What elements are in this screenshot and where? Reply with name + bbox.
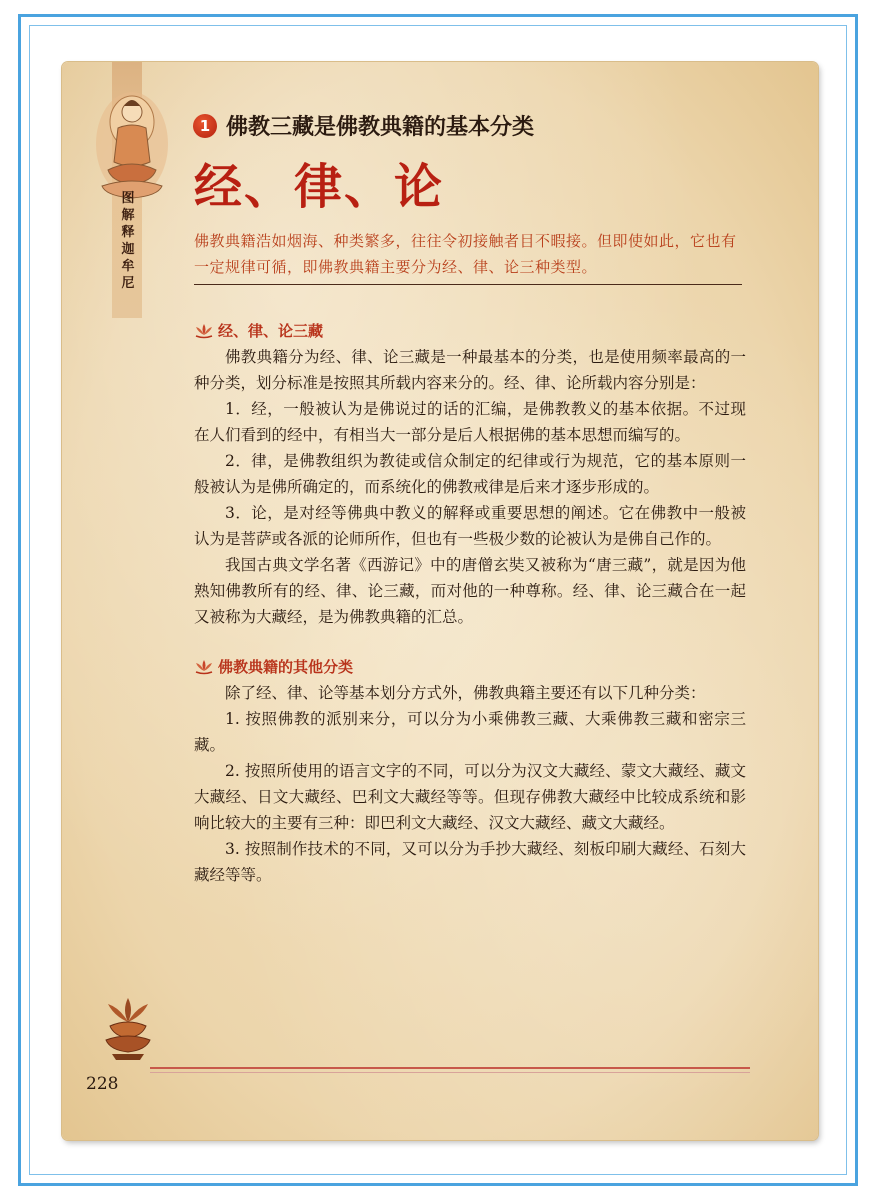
- paragraph: 1．经，一般被认为是佛说过的话的汇编，是佛教教义的基本依据。不过现在人们看到的经中，有相当大一部分是后人根据佛的基本思想而编写的。: [194, 400, 746, 444]
- section-heading-text: 经、律、论三藏: [218, 322, 324, 340]
- paragraph: 除了经、律、论等基本划分方式外，佛教典籍主要还有以下几种分类：: [225, 684, 706, 702]
- section-heading: [194, 320, 323, 341]
- paragraph: 3. 按照制作技术的不同，又可以分为手抄大藏经、刻板印刷大藏经、石刻大藏经等等。: [194, 840, 746, 884]
- paragraph: 我国古典文学名著《西游记》中的唐僧玄奘又被称为“唐三藏”，就是因为他熟知佛教所有的经、律、论三藏，而对他的一种尊称。经、律、论三藏合在一起又被称为大藏经，是为佛教典籍的汇总。: [194, 556, 746, 626]
- paragraph: 2. 按照所使用的语言文字的不同，可以分为汉文大藏经、蒙文大藏经、藏文大藏经、日文大藏经、巴利文大藏经等等。但现存佛教大藏经中比较成系统和影响比较大的主要有三种：即巴利文大藏经、汉文大藏经、藏文大藏经。: [194, 762, 746, 832]
- title-divider: [194, 284, 742, 285]
- lotus-icon: [194, 659, 214, 675]
- footer-divider-thin: [150, 1072, 750, 1073]
- footer-divider: [150, 1067, 750, 1069]
- page-number: 228: [86, 1074, 119, 1094]
- section-number-badge: 1: [193, 114, 217, 138]
- paragraph: 3．论，是对经等佛典中教义的解释或重要思想的阐述。它在佛教中一般被认为是菩萨或各派的论师所作，但也有一些极少数的论被认为是佛自己作的。: [194, 504, 746, 548]
- paragraph: 佛教典籍分为经、律、论三藏是一种最基本的分类，也是使用频率最高的一种分类，划分标准是按照其所载内容来分的。经、律、论所载内容分别是：: [194, 348, 746, 392]
- page-title: 经、律、论: [194, 159, 445, 215]
- intro-paragraph: 佛教典籍浩如烟海、种类繁多，往往令初接触者目不暇接。但即使如此，它也有一定规律可循，即佛教典籍主要分为经、律、论三种类型。: [194, 232, 737, 276]
- page-subtitle: 佛教三藏是佛教典籍的基本分类: [226, 115, 535, 140]
- section-heading: [194, 656, 353, 677]
- paragraph: 2．律，是佛教组织为教徒或信众制定的纪律或行为规范，它的基本原则一般被认为是佛所确定的，而系统化的佛教戒律是后来才逐步形成的。: [194, 452, 746, 496]
- lotus-ornament-icon: [102, 996, 154, 1062]
- paragraph: 1. 按照佛教的派别来分，可以分为小乘佛教三藏、大乘佛教三藏和密宗三藏。: [194, 710, 746, 754]
- section-heading-text: 佛教典籍的其他分类: [218, 658, 354, 676]
- book-page: [62, 62, 818, 1140]
- section-body: [194, 344, 746, 630]
- buddha-figure-icon: [92, 82, 172, 202]
- lotus-icon: [194, 323, 214, 339]
- side-label: 图解释迦牟尼: [121, 191, 135, 291]
- section-body: [194, 680, 746, 888]
